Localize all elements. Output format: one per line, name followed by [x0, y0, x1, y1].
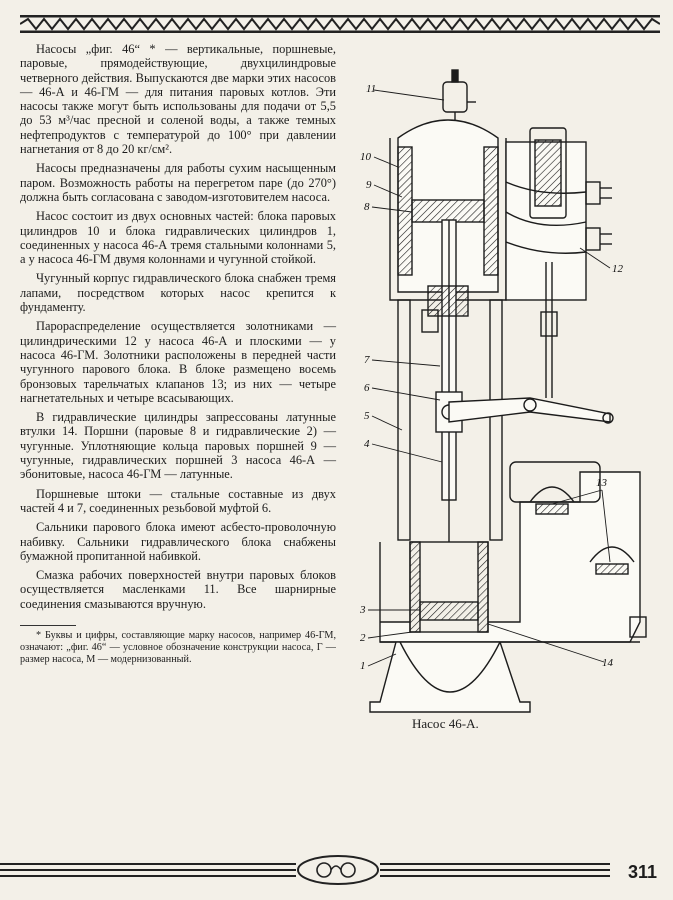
label-8: 8 [364, 201, 370, 213]
label-10: 10 [360, 151, 371, 163]
paragraph-lubrication: Смазка рабочих поверхностей внутри паровых блоков осуществляется масленками 11. Все шарнирные соединения смазываются вручную. [20, 568, 336, 611]
label-11: 11 [366, 83, 377, 95]
paragraph-intro: Насосы „фиг. 46“ * — вертикальные, поршневые, паровые, прямодействующие, двухцилиндровые четверного действия. Выпускаются две марки этих насосов — 46-А и 46-ГМ — для питания паровых котлов. Эти насосы также могут быть использованы для подачи от 5,5 до 53 м³/час пресной и соленой воды, а также темных нефтепродуктов с температурой до 100° при давлении нагнетания от 8 до 20 кг/см². [20, 42, 336, 157]
paragraph-body: Чугунный корпус гидравлического блока снабжен тремя лапами, посредством которых насос крепится к фундаменту. [20, 271, 336, 315]
text-column [20, 42, 336, 671]
paragraph-rods: Поршневые штоки — стальные составные из двух частей 4 и 7, соединенных резьбовой муфтой 6. [20, 486, 336, 515]
bottom-ornament-rule [0, 852, 673, 892]
ornament-emblem-icon [298, 856, 378, 884]
paragraph-parts: Насос состоит из двух основных частей: блока паровых цилиндров 10 и блока гидравлических цилиндров 1, соединенных у насоса 46-А тремя стальными колоннами 5, а у насоса 46-ГМ двумя колоннами и чугунной стойкой. [20, 209, 336, 267]
paragraph-valves: Парораспределение осуществляется золотниками — цилиндрическими 12 у насоса 46-А и плоскими — у насоса 46-ГМ. Золотники расположены в передней части чугунного парового блока. В блоке размещено восемь бронзовых тарельчатых клапанов 13; из них — четыре нагнетательных и четыре всасывающих. [20, 319, 336, 405]
page-number: 311 [627, 862, 657, 882]
label-6: 6 [364, 382, 370, 394]
oiler-icon [443, 70, 476, 124]
label-9: 9 [366, 179, 372, 191]
label-3: 3 [360, 604, 366, 616]
figure-caption: Насос 46-А. [412, 716, 479, 731]
label-1: 1 [360, 660, 366, 672]
top-ornament-rule [20, 14, 660, 34]
pump-drawing [340, 42, 662, 762]
valve-handles-icon [586, 182, 612, 250]
label-2: 2 [360, 632, 366, 644]
paragraph-cylinders: В гидравлические цилиндры запрессованы латунные втулки 14. Поршни (паровые 8 и гидравлические 2) — чугунные. Уплотняющие кольца паровых поршней 9 — чугунные, гидравлических поршней 3 насоса 46-А — эбонитовые, насоса 46-ГМ — латунные. [20, 410, 336, 482]
label-12: 12 [612, 263, 623, 275]
steam-piston [412, 200, 484, 222]
footnote-divider [20, 625, 76, 626]
footnote: * Буквы и цифры, составляющие марку насосов, например 46-ГМ, означают: „фиг. 46“ — условное обозначение конструкции насоса, Г — размер насоса, М — модернизованный. [20, 629, 336, 665]
label-7: 7 [364, 354, 370, 366]
label-13: 13 [596, 477, 607, 489]
paragraph-steam: Насосы предназначены для работы сухим насыщенным паром. Возможность работы на перегретом паре (до 270°) должна быть согласована с заводом-изготовителем насоса. [20, 161, 336, 204]
paragraph-glands: Сальники парового блока имеют асбесто-проволочную набивку. Сальники гидравлического блока снабжены бумажной пропитанной набивкой. [20, 520, 336, 563]
label-14: 14 [602, 657, 613, 669]
label-5: 5 [364, 410, 370, 422]
label-4: 4 [364, 438, 370, 450]
